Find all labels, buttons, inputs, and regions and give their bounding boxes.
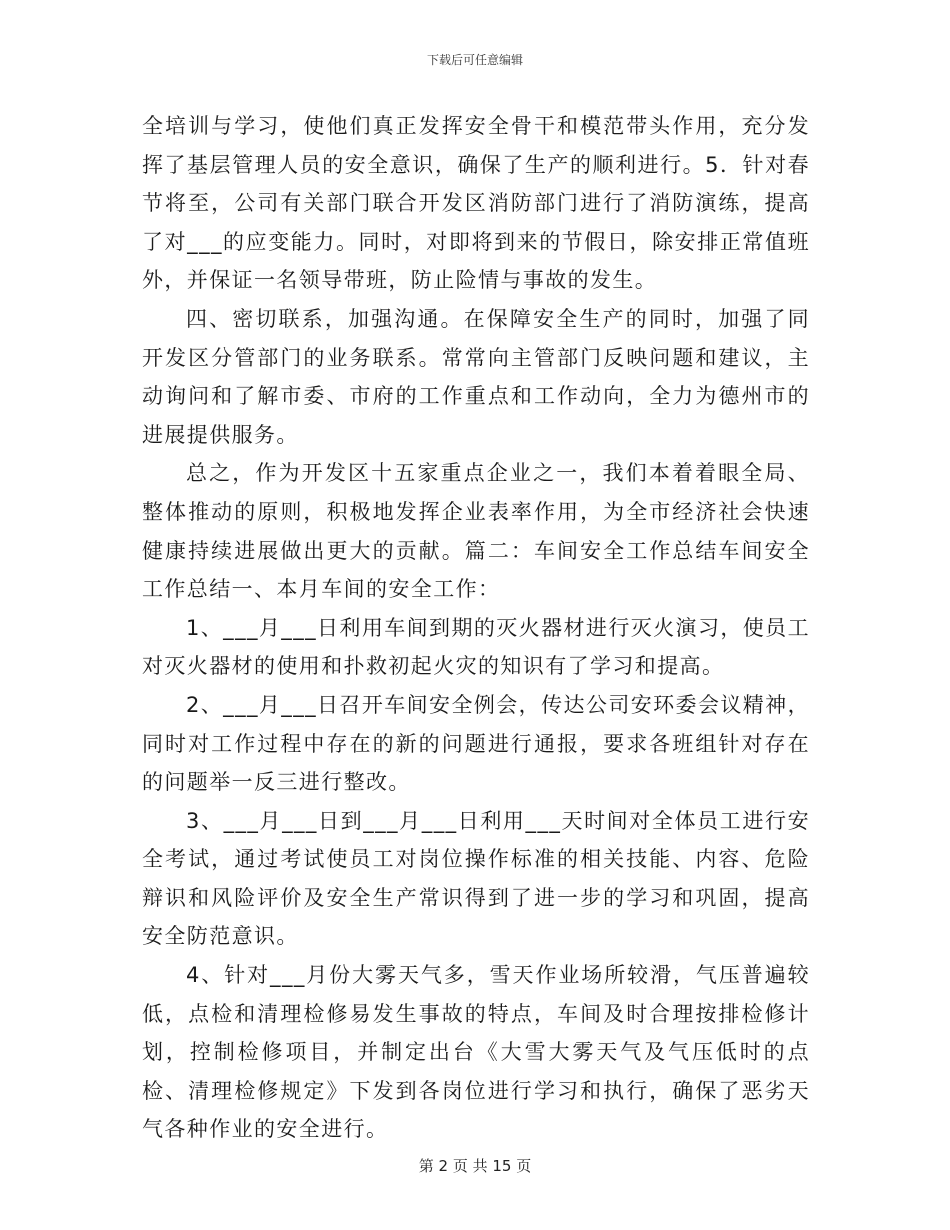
paragraph-2: 四、密切联系，加强沟通。在保障安全生产的同时，加强了同开发区分管部门的业务联系。常常向主管部门反映问题和建议，主动询问和了解市委、市府的工作重点和工作动向，全力为德州市的进展提供服务。 [142, 306, 810, 447]
document-body [142, 107, 810, 1149]
page-number: 第 2 页 共 15 页 [418, 1157, 532, 1175]
paragraph-1: 全培训与学习，使他们真正发挥安全骨干和模范带头作用，充分发挥了基层管理人员的安全意识，确保了生产的顺利进行。5．针对春节将至，公司有关部门联合开发区消防部门进行了消防演练，提高了对___的应变能力。同时，对即将到来的节假日，除安排正常值班外，并保证一名领导带班，防止险情与事故的发生。 [142, 114, 810, 293]
paragraph-6: 3、___月___日到___月___日利用___天时间对全体员工进行安全考试，通过考试使员工对岗位操作标准的相关技能、内容、危险辩识和风险评价及安全生产常识得到了进一步的学习和巩固，提高安全防范意识。 [142, 808, 810, 949]
paragraph-5: 2、___月___日召开车间安全例会，传达公司安环委会议精神，同时对工作过程中存在的新的问题进行通报，要求各班组针对存在的问题举一反三进行整改。 [142, 692, 810, 795]
paragraph-7: 4、针对___月份大雾天气多，雪天作业场所较滑，气压普遍较低，点检和清理检修易发生事故的特点，车间及时合理按排检修计划，控制检修项目，并制定出台《大雪大雾天气及气压低时的点检、清理检修规定》下发到各岗位进行学习和执行，确保了恶劣天气各种作业的安全进行。 [142, 963, 810, 1142]
paragraph-3: 总之，作为开发区十五家重点企业之一，我们本着着眼全局、整体推动的原则，积极地发挥企业表率作用，为全市经济社会快速健康持续进展做出更大的贡献。篇二：车间安全工作总结车间安全工作总结一、本月车间的安全工作： [142, 461, 810, 602]
paragraph-4: 1、___月___日利用车间到期的灭火器材进行灭火演习，使员工对灭火器材的使用和扑救初起火灾的知识有了学习和提高。 [142, 615, 810, 679]
page-header: 下载后可任意编辑 [426, 53, 523, 67]
